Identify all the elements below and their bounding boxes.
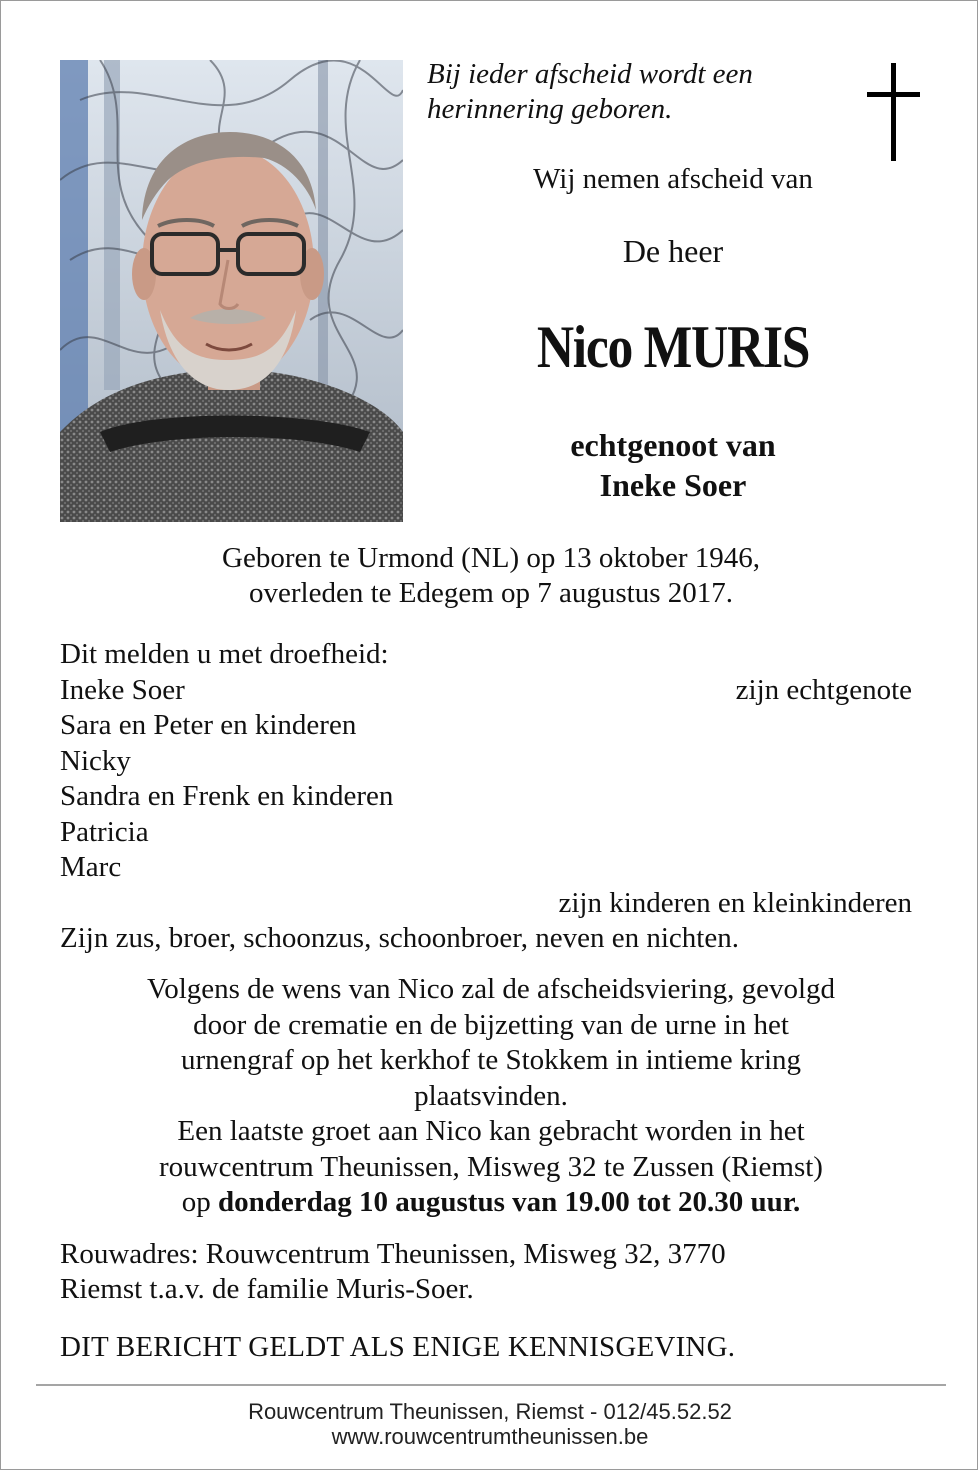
mourner-spouse-name: Ineke Soer bbox=[60, 673, 185, 706]
address-line-1: Rouwadres: Rouwcentrum Theunissen, Misweg 32, 3770 bbox=[60, 1238, 726, 1270]
birth-line: Geboren te Urmond (NL) op 13 oktober 1946, bbox=[222, 542, 760, 574]
list-item bbox=[60, 815, 912, 851]
list-item bbox=[60, 850, 912, 886]
extended-family: Zijn zus, broer, schoonzus, schoonbroer, neven en nichten. bbox=[60, 922, 739, 954]
portrait-photo bbox=[60, 60, 403, 522]
footer-contact: Rouwcentrum Theunissen, Riemst - 012/45.52.52 bbox=[248, 1399, 732, 1424]
mourner-child-1: Sara en Peter en kinderen bbox=[60, 709, 357, 741]
ceremony-line-1: Volgens de wens van Nico zal de afscheidsviering, gevolgd bbox=[146, 973, 836, 1005]
ceremony-line-5: Een laatste groet aan Nico kan gebracht worden in het bbox=[177, 1115, 805, 1147]
ceremony-text bbox=[41, 972, 941, 1221]
ceremony-line-4: plaatsvinden. bbox=[414, 1079, 568, 1112]
mourner-spouse-relation: zijn echtgenote bbox=[735, 673, 912, 706]
quote bbox=[427, 57, 847, 127]
address-line-2: Riemst t.a.v. de familie Muris-Soer. bbox=[60, 1273, 474, 1305]
visitation-line bbox=[41, 1185, 941, 1221]
mourners-list bbox=[60, 637, 912, 957]
quote-line-2: herinnering geboren. bbox=[427, 93, 673, 125]
visitation-time: donderdag 10 augustus van 19.00 tot 20.30 uur. bbox=[217, 1186, 801, 1218]
mourning-address bbox=[60, 1237, 920, 1307]
spouse-line-2: Ineke Soer bbox=[599, 467, 747, 503]
spouse-line-1: echtgenoot van bbox=[570, 427, 776, 463]
children-relation-row bbox=[60, 886, 912, 922]
death-line: overleden te Edegem op 7 augustus 2017. bbox=[248, 577, 734, 609]
children-relation: zijn kinderen en kleinkinderen bbox=[558, 886, 912, 919]
intro-text: Wij nemen afscheid van bbox=[533, 163, 813, 195]
mourner-child-3: Sandra en Frenk en kinderen bbox=[60, 780, 394, 812]
ceremony-line-3: urnengraf op het kerkhof te Stokkem in intieme kring bbox=[180, 1044, 802, 1076]
honorific: De heer bbox=[622, 233, 724, 269]
notice-text: DIT BERICHT GELDT ALS ENIGE KENNISGEVING. bbox=[60, 1331, 736, 1363]
list-item bbox=[60, 744, 912, 780]
visitation-prefix: op bbox=[181, 1186, 218, 1218]
list-item bbox=[60, 779, 912, 815]
quote-line-1: Bij ieder afscheid wordt een bbox=[427, 58, 753, 90]
ceremony-line-6: rouwcentrum Theunissen, Misweg 32 te Zussen (Riemst) bbox=[159, 1150, 823, 1183]
mourner-child-5: Marc bbox=[60, 851, 122, 883]
spouse-block bbox=[403, 425, 943, 505]
extended-family-row bbox=[60, 921, 912, 957]
list-item bbox=[60, 708, 912, 744]
mourners-heading bbox=[60, 637, 912, 673]
footer-website: www.rouwcentrumtheunissen.be bbox=[331, 1424, 649, 1449]
mourner-child-2: Nicky bbox=[60, 744, 131, 777]
mourner-child-4: Patricia bbox=[60, 815, 149, 848]
mourner-row-spouse bbox=[60, 673, 912, 709]
life-dates bbox=[41, 541, 941, 611]
divider bbox=[36, 1384, 946, 1386]
mourners-heading-text: Dit melden u met droefheid: bbox=[60, 638, 389, 670]
deceased-name: Nico MURIS bbox=[536, 314, 810, 380]
ceremony-line-2: door de crematie en de bijzetting van de urne in het bbox=[193, 1008, 789, 1041]
cross-icon bbox=[863, 63, 923, 161]
